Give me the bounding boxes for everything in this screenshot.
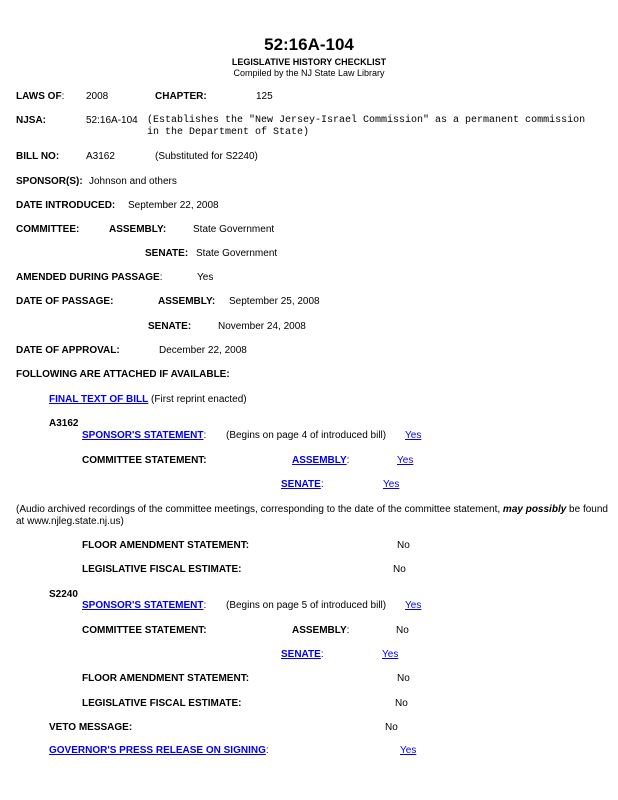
- amended-value: Yes: [197, 272, 214, 283]
- a3162-sponsor-colon: :: [203, 430, 207, 441]
- final-text-link[interactable]: FINAL TEXT OF BILL: [49, 394, 149, 405]
- s2240-sponsor-yes-link[interactable]: Yes: [405, 600, 422, 611]
- s2240-senate-row: [281, 649, 324, 661]
- s2240-assembly-colon: :: [346, 625, 350, 636]
- s2240-assembly-row: [292, 625, 349, 637]
- governor-row: [49, 745, 269, 757]
- laws-of-row: [16, 91, 64, 103]
- sponsors-value: Johnson and others: [89, 176, 177, 187]
- compiled-by: Compiled by the NJ State Law Library: [233, 68, 385, 78]
- audio-note-emphasis: may possibly: [502, 504, 567, 515]
- committee-label: COMMITTEE:: [16, 224, 80, 235]
- a3162-senate-yes-link[interactable]: Yes: [383, 479, 400, 490]
- s2240-sponsor-row: [82, 600, 206, 612]
- committee-assembly-label: ASSEMBLY:: [109, 224, 167, 235]
- amended-row: [16, 272, 163, 284]
- njsa-description-line1: (Establishes the "New Jersey-Israel Commission" as a permanent commission: [147, 115, 586, 126]
- s2240-senate-colon: :: [320, 649, 324, 660]
- committee-assembly-value: State Government: [193, 224, 275, 235]
- a3162-fiscal-value: No: [393, 564, 406, 575]
- page-subtitle: LEGISLATIVE HISTORY CHECKLIST: [231, 57, 387, 67]
- attached-heading: FOLLOWING ARE ATTACHED IF AVAILABLE:: [16, 369, 230, 380]
- a3162-senate-row: [281, 479, 324, 491]
- amended-label: AMENDED DURING PASSAGE: [16, 272, 160, 283]
- laws-of-colon: :: [61, 91, 65, 102]
- date-of-approval-value: December 22, 2008: [159, 345, 247, 356]
- page-title: 52:16A-104: [264, 35, 354, 54]
- passage-senate-label: SENATE:: [148, 321, 192, 332]
- committee-senate-label: SENATE:: [145, 248, 189, 259]
- s2240-floor-label: FLOOR AMENDMENT STATEMENT:: [82, 673, 250, 684]
- veto-value: No: [385, 722, 398, 733]
- s2240-fiscal-value: No: [395, 698, 408, 709]
- veto-label: VETO MESSAGE:: [49, 722, 133, 733]
- committee-senate-value: State Government: [196, 248, 278, 259]
- date-introduced-value: September 22, 2008: [128, 200, 219, 211]
- s2240-sponsor-statement-link[interactable]: SPONSOR'S STATEMENT: [82, 600, 204, 611]
- s2240-sponsor-note: (Begins on page 5 of introduced bill): [226, 600, 387, 611]
- audio-note-end: be found: [566, 504, 608, 515]
- date-of-approval-label: DATE OF APPROVAL:: [16, 345, 120, 356]
- a3162-assembly-row: [292, 455, 349, 467]
- njsa-value: 52:16A-104: [86, 115, 138, 126]
- passage-assembly-value: September 25, 2008: [229, 296, 320, 307]
- s2240-heading: S2240: [49, 589, 78, 600]
- s2240-assembly-label: ASSEMBLY: [292, 625, 347, 636]
- laws-of-label: LAWS OF: [16, 91, 62, 102]
- audio-note-start: (Audio archived recordings of the committee meetings, corresponding to the date of the committee statement,: [16, 504, 503, 515]
- passage-assembly-label: ASSEMBLY:: [158, 296, 216, 307]
- s2240-assembly-value: No: [396, 625, 409, 636]
- chapter-value: 125: [256, 91, 273, 102]
- a3162-sponsor-yes-link[interactable]: Yes: [405, 430, 422, 441]
- bill-no-value: A3162: [86, 151, 115, 162]
- njsa-description-line2: in the Department of State): [147, 127, 310, 138]
- chapter-label: CHAPTER:: [155, 91, 207, 102]
- a3162-assembly-yes-link[interactable]: Yes: [397, 455, 414, 466]
- bill-no-note: (Substituted for S2240): [155, 151, 258, 162]
- s2240-senate-yes-link[interactable]: Yes: [382, 649, 399, 660]
- a3162-sponsor-row: [82, 430, 206, 442]
- s2240-sponsor-colon: :: [203, 600, 207, 611]
- s2240-senate-link[interactable]: SENATE: [281, 649, 321, 660]
- governor-press-release-link[interactable]: GOVERNOR'S PRESS RELEASE ON SIGNING: [49, 745, 266, 756]
- date-introduced-label: DATE INTRODUCED:: [16, 200, 116, 211]
- a3162-fiscal-label: LEGISLATIVE FISCAL ESTIMATE:: [82, 564, 242, 575]
- a3162-assembly-colon: :: [346, 455, 350, 466]
- audio-note-line2: at www.njleg.state.nj.us): [16, 516, 124, 527]
- a3162-floor-value: No: [397, 540, 410, 551]
- a3162-heading: A3162: [49, 418, 79, 429]
- a3162-senate-colon: :: [320, 479, 324, 490]
- s2240-committee-label: COMMITTEE STATEMENT:: [82, 625, 207, 636]
- a3162-senate-link[interactable]: SENATE: [281, 479, 321, 490]
- a3162-assembly-link[interactable]: ASSEMBLY: [292, 455, 347, 466]
- a3162-sponsor-statement-link[interactable]: SPONSOR'S STATEMENT: [82, 430, 204, 441]
- a3162-floor-label: FLOOR AMENDMENT STATEMENT:: [82, 540, 250, 551]
- s2240-floor-value: No: [397, 673, 410, 684]
- sponsors-label: SPONSOR(S):: [16, 176, 83, 187]
- audio-note-line1: [16, 504, 608, 516]
- a3162-sponsor-note: (Begins on page 4 of introduced bill): [226, 430, 387, 441]
- a3162-committee-label: COMMITTEE STATEMENT:: [82, 455, 207, 466]
- date-of-passage-label: DATE OF PASSAGE:: [16, 296, 114, 307]
- njsa-label: NJSA:: [16, 115, 47, 126]
- governor-yes-link[interactable]: Yes: [400, 745, 417, 756]
- amended-colon: :: [159, 272, 163, 283]
- s2240-fiscal-label: LEGISLATIVE FISCAL ESTIMATE:: [82, 698, 242, 709]
- passage-senate-value: November 24, 2008: [218, 321, 306, 332]
- bill-no-label: BILL NO:: [16, 151, 60, 162]
- final-text-row: [49, 394, 247, 406]
- final-text-note: (First reprint enacted): [151, 394, 247, 405]
- laws-of-value: 2008: [86, 91, 109, 102]
- governor-colon: :: [265, 745, 269, 756]
